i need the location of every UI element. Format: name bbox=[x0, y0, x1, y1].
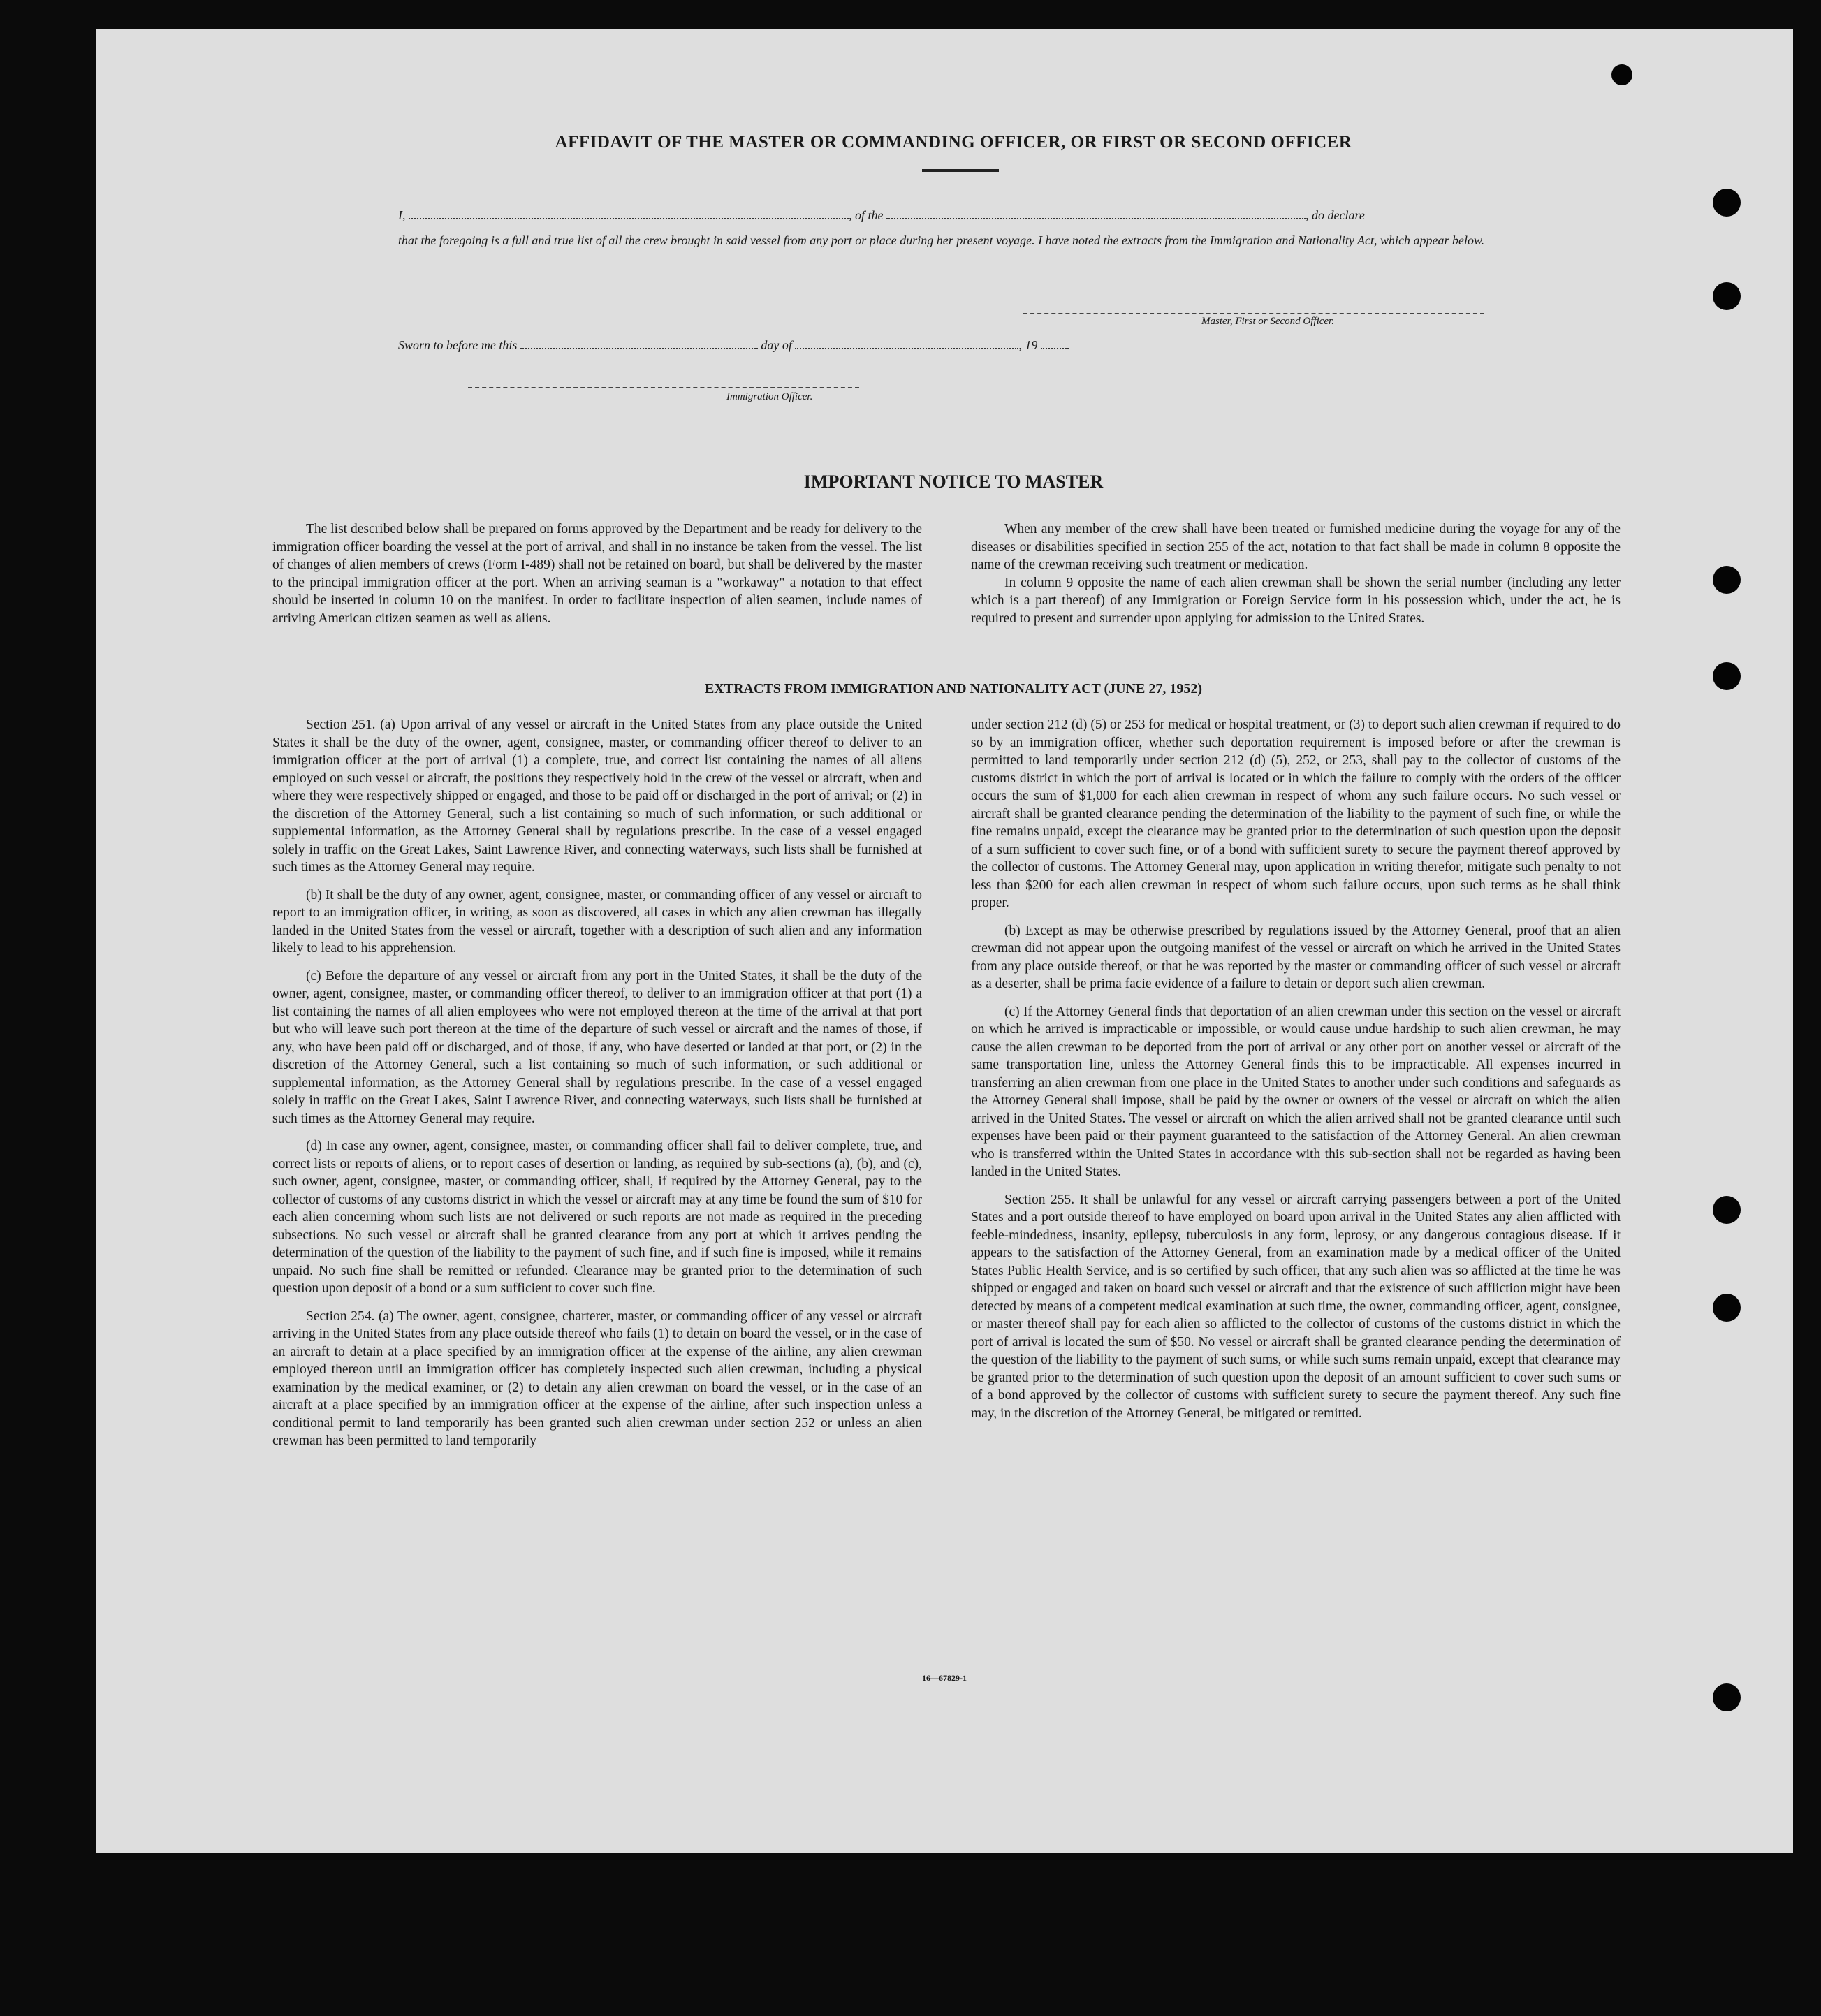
sworn-year-field[interactable] bbox=[1041, 337, 1069, 349]
notice-paragraph: When any member of the crew shall have been treated or furnished medicine during the voyage for any of the diseases or disabilities specified in section 255 of the act, notation to that fact shall be made in column 8 opposite the name of the crewman receiving such treatment or medication. bbox=[971, 522, 1621, 572]
title-rule bbox=[922, 169, 999, 172]
act-section-paragraph: (c) If the Attorney General finds that deportation of an alien crewman under this section on the vessel or aircraft on which he arrived is impracticable or impossible, or would cause undue hardship to such alien crewman, he may cause the alien crewman to be deported from the port of arrival or any other port on another vessel or aircraft of the same transportation line, unless the Attorney General finds this to be impracticable. All expenses incurred in transferring an alien crewman from one place in the United States to another under such conditions and safeguards as the Attorney General shall impose, shall be paid by the owner or owners of the vessel or aircraft on which the alien arrived in the United States. The vessel or aircraft on which the alien arrived shall not be granted clearance until such expenses have been paid or their payment guaranteed to the satisfaction of the Attorney General. An alien crewman who is transferred within the United States in accordance with this sub-section shall not be regarded as having been landed in the United States. bbox=[971, 1004, 1621, 1179]
act-section-paragraph: (b) It shall be the duty of any owner, agent, consignee, master, or commanding officer of any vessel or aircraft to report to an immigration officer, in writing, as soon as discovered, all cases in which any alien crewman has illegally landed in the United States from the vessel or aircraft, together with a description of such alien and any information likely to lead to his apprehension. bbox=[272, 887, 922, 956]
binder-hole bbox=[1713, 662, 1741, 690]
notice-title: IMPORTANT NOTICE TO MASTER bbox=[803, 472, 1104, 492]
binder-hole bbox=[1713, 1294, 1741, 1322]
binder-hole bbox=[1713, 1683, 1741, 1711]
immigration-officer-signature-field[interactable] bbox=[468, 387, 859, 388]
year-label: , 19 bbox=[1018, 338, 1038, 352]
notice-paragraph: In column 9 opposite the name of each alien crewman shall be shown the serial number (including any letter which is a part thereof) of any Immigration or Foreign Service form in his possession which, under the act, he is required to present and surrender upon applying for admission to the United States. bbox=[971, 575, 1621, 626]
act-section-paragraph: Section 251. (a) Upon arrival of any vessel or aircraft in the United States from any place outside the United States it shall be the duty of the owner, agent, consignee, master, or commanding officer thereof to deliver to an immigration officer at the port of arrival (1) a complete, true, and correct list containing the names of all aliens employed on such vessel or aircraft, the positions they respectively hold in the crew of the vessel or aircraft, when and where they were respectively shipped or engaged, and those to be paid off or discharged in the port of arrival; or (2) in the discretion of the Attorney General, such a list containing so much of such information, or such additional or supplemental information, as the Attorney General shall by regulations prescribe. In the case of a vessel engaged solely in traffic on the Great Lakes, Saint Lawrence River, and connecting waterways, such lists shall be furnished at such times as the Attorney General may require. bbox=[272, 717, 922, 875]
do-declare-label: , do declare bbox=[1306, 208, 1365, 222]
day-of-label: day of bbox=[761, 338, 792, 352]
act-section-paragraph: (d) In case any owner, agent, consignee, master, or commanding officer shall fail to deliver complete, true, and correct lists or reports of aliens, or to report cases of desertion or landing, as required by sub-sections (a), (b), and (c), such owner, agent, consignee, master, or commanding officer, shall, if required by the Attorney General, pay to the collector of customs of any customs district in which the vessel or aircraft may at any time be found the sum of $10 for each alien concerning whom such lists are not delivered or such reports are not made as required in the preceding subsections. No such vessel or aircraft shall be granted clearance from any port at which it arrives pending the determination of the question of the liability to the payment of such fine, and if such fine is imposed, while it remains unpaid. No such fine shall be remitted or refunded. Clearance may be granted prior to the determination of such question upon deposit of a bond or a sum sufficient to cover such fine. bbox=[272, 1139, 922, 1296]
extracts-left-column bbox=[272, 716, 922, 1460]
notice-paragraph: The list described below shall be prepared on forms approved by the Department and be ready for delivery to the immigration officer boarding the vessel at the port of arrival, and shall in no instance be taken from the vessel. The list of changes of alien members of crews (Form I-489) shall not be retained on board, but shall be delivered by the master to the principal immigration officer at the port. When an arriving seaman is a "workaway" a notation to that effect should be inserted in column 10 on the manifest. In order to facilitate inspection of alien seamen, include names of arriving American citizen seamen as well as aliens. bbox=[272, 522, 922, 626]
sworn-label: Sworn to before me this bbox=[398, 338, 518, 352]
extracts-right-column bbox=[971, 716, 1621, 1432]
binder-hole bbox=[1713, 282, 1741, 310]
form-number: 16—67829-1 bbox=[922, 1673, 967, 1683]
declaration-text: that the foregoing is a full and true list of all the crew brought in said vessel from any port or place during her present voyage. I have noted the extracts from the Immigration and Nationality Act, which appear below. bbox=[398, 233, 1485, 247]
binder-hole bbox=[1713, 1196, 1741, 1224]
binder-hole bbox=[1611, 64, 1632, 85]
binder-hole bbox=[1713, 189, 1741, 217]
extracts-title: EXTRACTS FROM IMMIGRATION AND NATIONALITY ACT (JUNE 27, 1952) bbox=[704, 681, 1203, 696]
notice-right-column bbox=[971, 520, 1621, 637]
immigration-officer-label: Immigration Officer. bbox=[726, 391, 813, 402]
sworn-day-field[interactable] bbox=[520, 337, 758, 349]
name-field[interactable] bbox=[409, 205, 849, 219]
act-section-paragraph: (c) Before the departure of any vessel or aircraft from any port in the United States, it shall be the duty of the owner, agent, consignee, master, or commanding officer thereof, to deliver to an immigration officer at that port (1) a list containing the names of all alien employees who were not employed thereon at the time of the arrival at that port but who will leave such port thereon at the time of the departure of such vessel or aircraft and the names of those, if any, who have been paid off or discharged, and of those, if any, who have deserted or landed at that port, or (2) in the discretion of the Attorney General, such a list containing so much of such information, or such additional or supplemental information, as the Attorney General shall by regulations prescribe. In the case of a vessel engaged solely in traffic on the Great Lakes, Saint Lawrence River, and connecting waterways, such lists shall be furnished at such times as the Attorney General may require. bbox=[272, 968, 922, 1126]
i-label: I, bbox=[398, 208, 406, 222]
act-section-paragraph: Section 255. It shall be unlawful for any vessel or aircraft carrying passengers between a port of the United States and a port outside thereof to have employed on board upon arrival in the United States any alien afflicted with feeble-mindedness, insanity, epilepsy, tuberculosis in any form, leprosy, or any dangerous contagious disease. If it appears to the satisfaction of the Attorney General, from an examination made by a medical officer of the United States Public Health Service, and is so certified by such officer, that any such alien was so afflicted at the time he was shipped or engaged and taken on board such vessel or aircraft and that the existence of such affliction might have been detected by means of a competent medical examination at such time, the owner, commanding officer, agent, consignee, or master thereof shall pay for each alien so afflicted to the collector of customs of the customs district in which the port of arrival is located the sum of $50. No vessel or aircraft shall be granted clearance pending the determination of the question of the liability to the payment of such sums, or while such sums remain unpaid, except that clearance may be granted prior to the determination of such question upon the deposit of an amount sufficient to cover such sums or of a bond approved by the collector of customs with sufficient surety to secure the payment thereof. Any such fine may, in the discretion of the Attorney General, be mitigated or remitted. bbox=[971, 1192, 1621, 1421]
act-section-paragraph: (b) Except as may be otherwise prescribed by regulations issued by the Attorney General, proof that an alien crewman did not appear upon the outgoing manifest of the vessel or aircraft on which he arrived in the United States from any place outside thereof, or that he was reported by the master or commanding officer of such vessel or aircraft as a deserter, shall be prima facie evidence of a failure to detain or deport such alien crewman. bbox=[971, 923, 1621, 991]
binder-hole bbox=[1713, 566, 1741, 594]
affidavit-title: AFFIDAVIT OF THE MASTER OR COMMANDING OFFICER, OR FIRST OR SECOND OFFICER bbox=[555, 133, 1352, 152]
sworn-month-field[interactable] bbox=[795, 337, 1018, 349]
master-signature-label: Master, First or Second Officer. bbox=[1201, 316, 1334, 327]
sworn-line bbox=[398, 337, 1236, 353]
affidavit-declaration bbox=[398, 203, 1488, 253]
act-section-paragraph: Section 254. (a) The owner, agent, consignee, charterer, master, or commanding officer of any vessel or aircraft arriving in the United States from any place outside thereof who fails (1) to detain on board the vessel, or in the case of an aircraft to detain at a place specified by an immigration officer at the expense of the airline, any alien crewman employed thereon until an immigration officer has completely inspected such alien crewman, including a physical examination by the medical examiner, or (2) to detain any alien crewman on board the vessel, or in the case of an aircraft at a place specified by an immigration officer at the expense of the airline, after such inspection unless a conditional permit to land temporarily has been granted such alien crewman under section 252 or unless an alien crewman has been permitted to land temporarily bbox=[272, 1308, 922, 1448]
of-the-label: , of the bbox=[849, 208, 884, 222]
act-section-paragraph: under section 212 (d) (5) or 253 for medical or hospital treatment, or (3) to deport such alien crewman if required to do so by an immigration officer, whether such deportation requirement is imposed before or after the crewman is permitted to land temporarily under section 212 (d) (5), 252, or 253, shall pay to the collector of customs of the customs district in which the port of arrival is located or in which the failure to comply with the orders of the officer occurs the sum of $1,000 for each alien crewman in respect of whom any such failure occurs. No such vessel or aircraft shall be granted clearance pending the determination of the liability to the payment of such fine, or while the fine remains unpaid, except the clearance may be granted prior to the determination of such question upon the deposit of a sum sufficient to cover such fine, or of a bond with sufficient surety to secure the payment thereof approved by the collector of customs. The Attorney General may, upon application in writing therefor, mitigate such penalty to not less than $200 for each alien crewman in respect of whom such failure occurs, upon such terms as he shall think proper. bbox=[971, 717, 1621, 910]
notice-left-column bbox=[272, 520, 922, 637]
vessel-field[interactable] bbox=[886, 205, 1306, 219]
master-signature-field[interactable] bbox=[1023, 313, 1484, 314]
